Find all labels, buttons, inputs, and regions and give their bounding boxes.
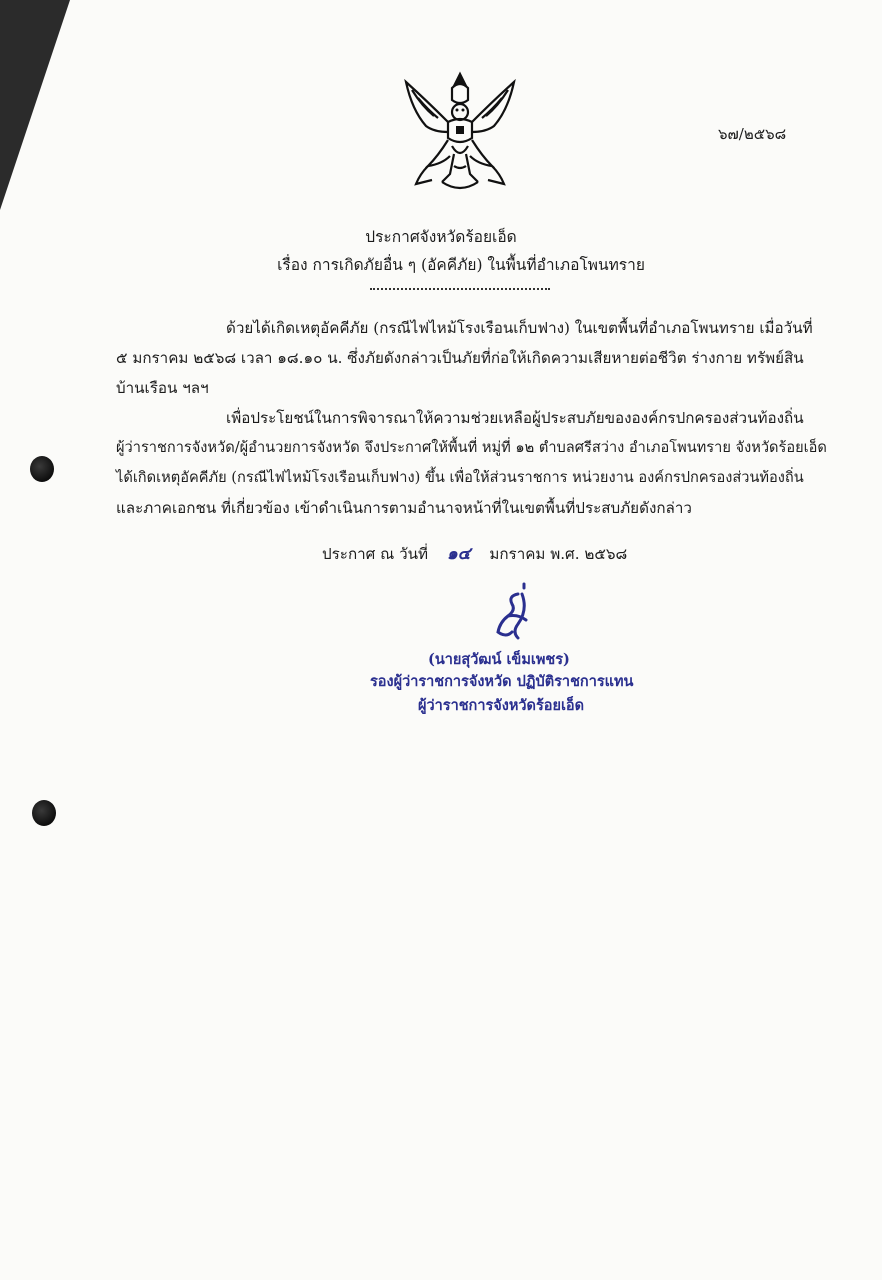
document-number: ๖๗/๒๕๖๘ <box>718 125 787 143</box>
para1-line3: บ้านเรือน ฯลฯ <box>116 379 209 397</box>
document-heading: ประกาศจังหวัดร้อยเอ็ด <box>365 228 517 246</box>
announce-date <box>322 540 627 567</box>
para2-line3: ได้เกิดเหตุอัคคีภัย (กรณีไฟไหม้โรงเรือนเก็บฟาง) ขึ้น เพื่อให้ส่วนราชการ หน่วยงาน องค์กรปกครองส่วนท้องถิ่น <box>116 469 804 486</box>
punch-hole-bottom <box>32 800 56 826</box>
announce-day-handwritten: ๑๔ <box>446 544 471 564</box>
signatory-position: รองผู้ว่าราชการจังหวัด ปฏิบัติราชการแทน <box>370 673 634 690</box>
signature-mark-icon <box>478 580 550 650</box>
para2-line4: และภาคเอกชน ที่เกี่ยวข้อง เข้าดำเนินการตามอำนาจหน้าที่ในเขตพื้นที่ประสบภัยดังกล่าว <box>116 499 692 517</box>
para1-line1: ด้วยได้เกิดเหตุอัคคีภัย (กรณีไฟไหม้โรงเรือนเก็บฟาง) ในเขตพื้นที่อำเภอโพนทราย เมื่อวันที่ <box>226 319 813 337</box>
dotted-divider <box>370 288 550 290</box>
announce-suffix: มกราคม พ.ศ. ๒๕๖๘ <box>489 545 628 563</box>
announce-prefix: ประกาศ ณ วันที่ <box>322 545 428 563</box>
para2-line1: เพื่อประโยชน์ในการพิจารณาให้ความช่วยเหลือผู้ประสบภัยขององค์กรปกครองส่วนท้องถิ่น <box>226 409 804 427</box>
para1-line2: ๕ มกราคม ๒๕๖๘ เวลา ๑๘.๑๐ น. ซึ่งภัยดังกล่าวเป็นภัยที่ก่อให้เกิดความเสียหายต่อชีวิต ร่างกาย ทรัพย์สิน <box>116 349 804 367</box>
signatory-name: (นายสุวัฒน์ เข็มเพชร) <box>428 651 570 668</box>
signatory-position-2: ผู้ว่าราชการจังหวัดร้อยเอ็ด <box>418 697 585 714</box>
document-subject: เรื่อง การเกิดภัยอื่น ๆ (อัคคีภัย) ในพื้นที่อำเภอโพนทราย <box>277 256 645 274</box>
scan-corner-shadow <box>0 0 70 210</box>
para2-line2: ผู้ว่าราชการจังหวัด/ผู้อำนวยการจังหวัด จึงประกาศให้พื้นที่ หมู่ที่ ๑๒ ตำบลศรีสว่าง อำเภอโพนทราย จังหวัดร้อยเอ็ด <box>116 439 827 456</box>
garuda-emblem-icon <box>398 70 522 200</box>
punch-hole-top <box>30 456 54 482</box>
